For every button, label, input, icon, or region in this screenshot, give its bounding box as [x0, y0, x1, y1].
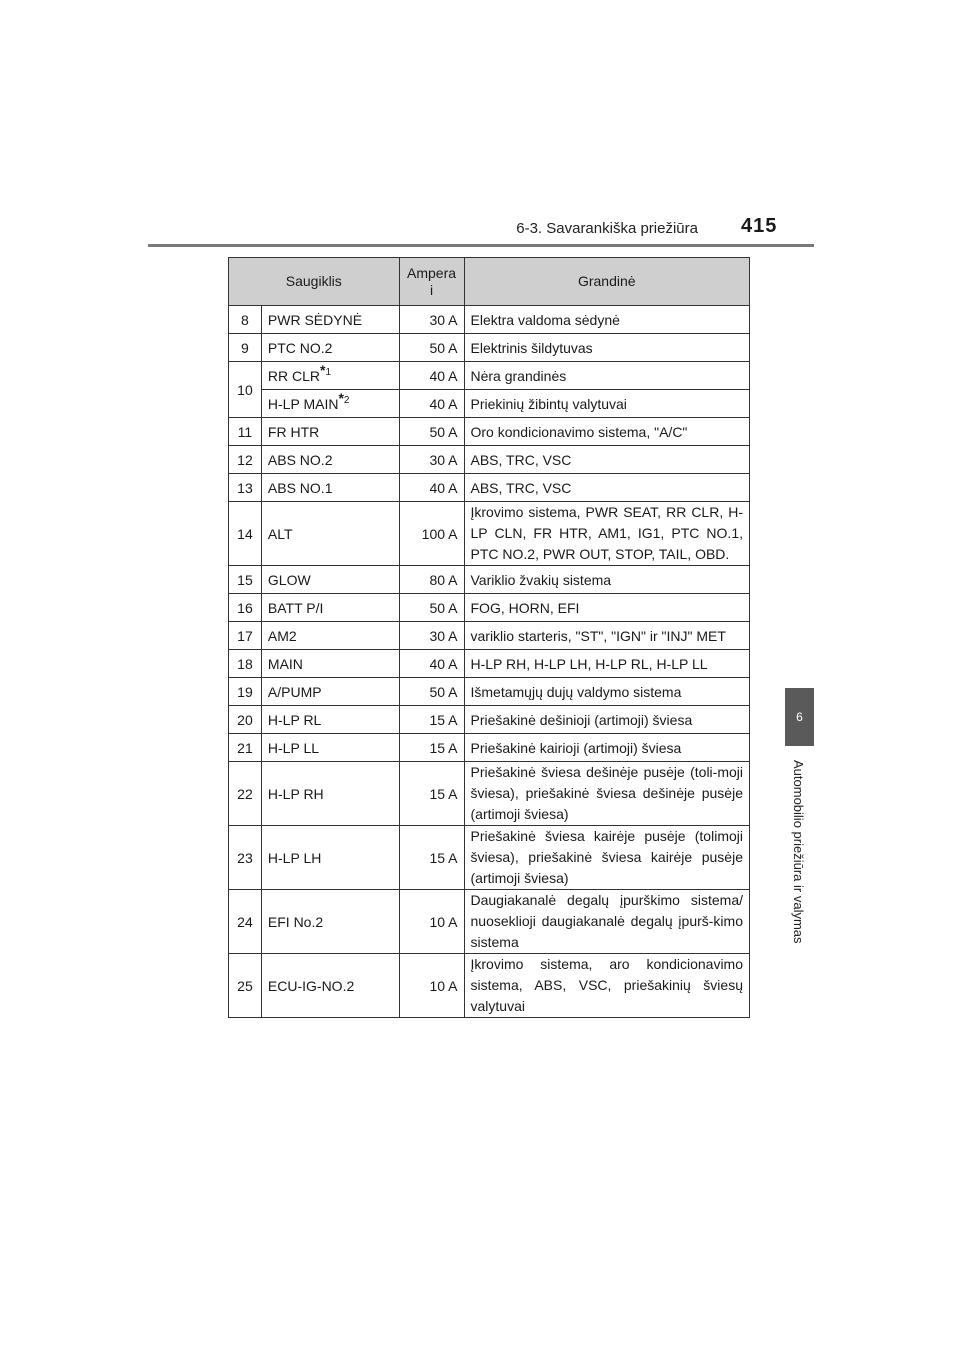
- fuse-name: ABS NO.1: [261, 474, 399, 502]
- table-row: [229, 890, 750, 954]
- fuse-circuit: FOG, HORN, EFI: [464, 594, 750, 622]
- fuse-circuit: Priešakinė šviesa dešinėje pusėje (toli-moji šviesa), priešakinė šviesa dešinėje pusėje (artimoji šviesa): [464, 762, 750, 826]
- fuse-number: 20: [229, 706, 262, 734]
- fuse-circuit: Oro kondicionavimo sistema, "A/C": [464, 418, 750, 446]
- fuse-name: BATT P/I: [261, 594, 399, 622]
- fuse-circuit: Priekinių žibintų valytuvai: [464, 390, 750, 418]
- fuse-circuit: Priešakinė dešinioji (artimoji) šviesa: [464, 706, 750, 734]
- table-row: [229, 418, 750, 446]
- fuse-number: 8: [229, 306, 262, 334]
- fuse-circuit: Išmetamųjų dujų valdymo sistema: [464, 678, 750, 706]
- fuse-name: H-LP LL: [261, 734, 399, 762]
- fuse-name: MAIN: [261, 650, 399, 678]
- fuse-name-text: H-LP MAIN: [267, 395, 339, 412]
- section-title: 6-3. Savarankiška priežiūra: [516, 220, 698, 237]
- fuse-number: 14: [229, 502, 262, 566]
- fuse-ampere: 30 A: [399, 622, 464, 650]
- fuse-name: GLOW: [261, 566, 399, 594]
- fuse-number: 24: [229, 890, 262, 954]
- fuse-number: 9: [229, 334, 262, 362]
- fuse-number: 13: [229, 474, 262, 502]
- page-header: [0, 0, 960, 250]
- fuse-name: H-LP RH: [261, 762, 399, 826]
- fuse-name: ECU-IG-NO.2: [261, 954, 399, 1018]
- table-row: [229, 306, 750, 334]
- fuse-number: 11: [229, 418, 262, 446]
- chapter-side-title-text: Automobilio priežiūra ir valymas: [791, 760, 806, 944]
- table-row: [229, 390, 750, 418]
- fuse-circuit: Įkrovimo sistema, aro kondicionavimo sistema, ABS, VSC, priešakinių šviesų valytuvai: [464, 954, 750, 1018]
- fuse-circuit: Priešakinė kairioji (artimoji) šviesa: [464, 734, 750, 762]
- table-row: [229, 826, 750, 890]
- fuse-ampere: 15 A: [399, 826, 464, 890]
- fuse-name: [261, 390, 399, 418]
- fuse-ampere: 30 A: [399, 306, 464, 334]
- footnote-marker: *2: [338, 389, 350, 406]
- header-ampere: Ampera i: [399, 258, 464, 306]
- fuse-ampere: 50 A: [399, 418, 464, 446]
- fuse-name: ALT: [261, 502, 399, 566]
- fuse-circuit: variklio starteris, "ST", "IGN" ir "INJ" MET: [464, 622, 750, 650]
- table-row: [229, 954, 750, 1018]
- fuse-number: 18: [229, 650, 262, 678]
- table-row: [229, 566, 750, 594]
- fuse-ampere: 50 A: [399, 678, 464, 706]
- fuse-name: PTC NO.2: [261, 334, 399, 362]
- header-rule: [148, 244, 814, 247]
- header-fuse: Saugiklis: [229, 258, 400, 306]
- fuse-name: ABS NO.2: [261, 446, 399, 474]
- table-row: [229, 706, 750, 734]
- fuse-ampere: 40 A: [399, 650, 464, 678]
- table-row: [229, 650, 750, 678]
- fuse-name: EFI No.2: [261, 890, 399, 954]
- fuse-number: 22: [229, 762, 262, 826]
- fuse-name: H-LP RL: [261, 706, 399, 734]
- table-row: [229, 678, 750, 706]
- fuse-ampere: 100 A: [399, 502, 464, 566]
- footnote-marker: *1: [320, 361, 332, 378]
- fuse-number: 10: [229, 362, 262, 418]
- fuse-ampere: 40 A: [399, 362, 464, 390]
- fuse-name: FR HTR: [261, 418, 399, 446]
- fuse-name: PWR SĖDYNĖ: [261, 306, 399, 334]
- table-row: [229, 762, 750, 826]
- fuse-number: 17: [229, 622, 262, 650]
- table-row: [229, 474, 750, 502]
- fuse-ampere: 15 A: [399, 734, 464, 762]
- fuse-name: A/PUMP: [261, 678, 399, 706]
- fuse-circuit: Įkrovimo sistema, PWR SEAT, RR CLR, H-LP CLN, FR HTR, AM1, IG1, PTC NO.1, PTC NO.2, PWR OUT, STOP, TAIL, OBD.: [464, 502, 750, 566]
- fuse-table: [228, 257, 750, 1018]
- header-circuit: Grandinė: [464, 258, 750, 306]
- fuse-ampere: 50 A: [399, 594, 464, 622]
- fuse-ampere: 30 A: [399, 446, 464, 474]
- table-row: [229, 362, 750, 390]
- fuse-name: H-LP LH: [261, 826, 399, 890]
- fuse-name: AM2: [261, 622, 399, 650]
- table-row: [229, 502, 750, 566]
- fuse-circuit: Priešakinė šviesa kairėje pusėje (tolimoji šviesa), priešakinė šviesa kairėje pusėje (artimoji šviesa): [464, 826, 750, 890]
- fuse-circuit: Variklio žvakių sistema: [464, 566, 750, 594]
- fuse-number: 16: [229, 594, 262, 622]
- page-number: 415: [741, 215, 778, 237]
- fuse-circuit: ABS, TRC, VSC: [464, 474, 750, 502]
- fuse-ampere: 40 A: [399, 474, 464, 502]
- fuse-number: 21: [229, 734, 262, 762]
- fuse-number: 15: [229, 566, 262, 594]
- table-header-row: [229, 258, 750, 306]
- fuse-number: 23: [229, 826, 262, 890]
- table-row: [229, 594, 750, 622]
- fuse-circuit: ABS, TRC, VSC: [464, 446, 750, 474]
- chapter-tab: 6: [785, 688, 814, 746]
- fuse-circuit: Daugiakanalė degalų įpurškimo sistema/ nuoseklioji daugiakanalė degalų įpurš-kimo sistema: [464, 890, 750, 954]
- fuse-number: 19: [229, 678, 262, 706]
- fuse-number: 12: [229, 446, 262, 474]
- fuse-circuit: H-LP RH, H-LP LH, H-LP RL, H-LP LL: [464, 650, 750, 678]
- fuse-name-text: RR CLR: [267, 367, 321, 384]
- table-row: [229, 622, 750, 650]
- fuse-ampere: 10 A: [399, 954, 464, 1018]
- fuse-circuit: Elektra valdoma sėdynė: [464, 306, 750, 334]
- fuse-ampere: 10 A: [399, 890, 464, 954]
- fuse-circuit: Nėra grandinės: [464, 362, 750, 390]
- table-row: [229, 334, 750, 362]
- fuse-name: [261, 362, 399, 390]
- fuse-ampere: 15 A: [399, 762, 464, 826]
- table-row: [229, 446, 750, 474]
- fuse-ampere: 80 A: [399, 566, 464, 594]
- fuse-ampere: 15 A: [399, 706, 464, 734]
- fuse-ampere: 50 A: [399, 334, 464, 362]
- table-row: [229, 734, 750, 762]
- fuse-circuit: Elektrinis šildytuvas: [464, 334, 750, 362]
- fuse-number: 25: [229, 954, 262, 1018]
- fuse-ampere: 40 A: [399, 390, 464, 418]
